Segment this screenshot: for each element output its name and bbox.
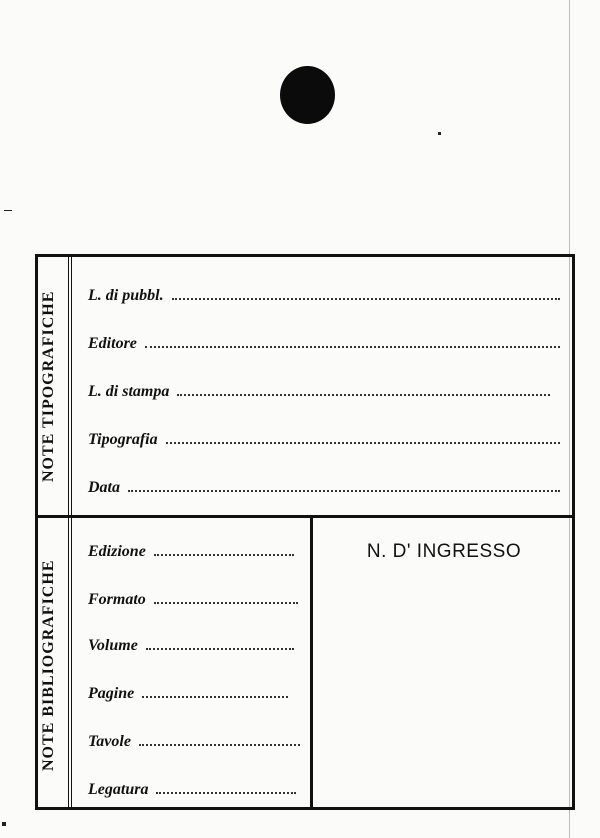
- field-edizione[interactable]: [88, 543, 294, 561]
- section-label-tipografiche: NOTE TIPOGRAFICHE: [40, 290, 57, 482]
- field-label: Data: [88, 479, 120, 496]
- field-pagine[interactable]: [88, 685, 288, 703]
- column-rule: [71, 257, 72, 807]
- field-label: Edizione: [88, 543, 146, 560]
- dotted-line: [172, 288, 560, 300]
- field-label: Legatura: [88, 781, 149, 798]
- field-label: Editore: [88, 335, 137, 352]
- dotted-line: [166, 432, 560, 444]
- dotted-line: [154, 592, 298, 604]
- field-tavole[interactable]: [88, 733, 300, 751]
- punch-hole: [280, 66, 335, 124]
- speck: [438, 132, 441, 135]
- section-label-bibliografiche: NOTE BIBLIOGRAFICHE: [40, 559, 57, 771]
- field-label: L. di pubbl.: [88, 287, 164, 304]
- dotted-line: [142, 686, 288, 698]
- dotted-line: [154, 544, 294, 556]
- speck: [4, 210, 12, 211]
- field-legatura[interactable]: [88, 781, 296, 799]
- numero-ingresso-label: N. D' INGRESSO: [366, 541, 522, 562]
- field-data[interactable]: [88, 479, 560, 497]
- dotted-line: [177, 384, 550, 396]
- dotted-line: [128, 480, 560, 492]
- field-label: Tipografia: [88, 431, 158, 448]
- field-luogo-stampa[interactable]: [88, 383, 550, 401]
- field-label: Formato: [88, 591, 146, 608]
- dotted-line: [139, 734, 300, 746]
- field-editore[interactable]: [88, 335, 560, 353]
- speck: [2, 822, 6, 826]
- field-label: Pagine: [88, 685, 135, 702]
- section-divider: [38, 515, 572, 518]
- field-label: Tavole: [88, 733, 131, 750]
- field-label: Volume: [88, 637, 138, 654]
- catalog-card: [35, 254, 575, 810]
- dotted-line: [146, 638, 294, 650]
- field-luogo-pubblicazione[interactable]: [88, 287, 560, 305]
- dotted-line: [156, 782, 296, 794]
- column-rule: [68, 257, 69, 807]
- dotted-line: [145, 336, 560, 348]
- field-formato[interactable]: [88, 591, 298, 609]
- field-volume[interactable]: [88, 637, 294, 655]
- field-tipografia[interactable]: [88, 431, 560, 449]
- field-label: L. di stampa: [88, 383, 170, 400]
- column-divider: [310, 518, 313, 807]
